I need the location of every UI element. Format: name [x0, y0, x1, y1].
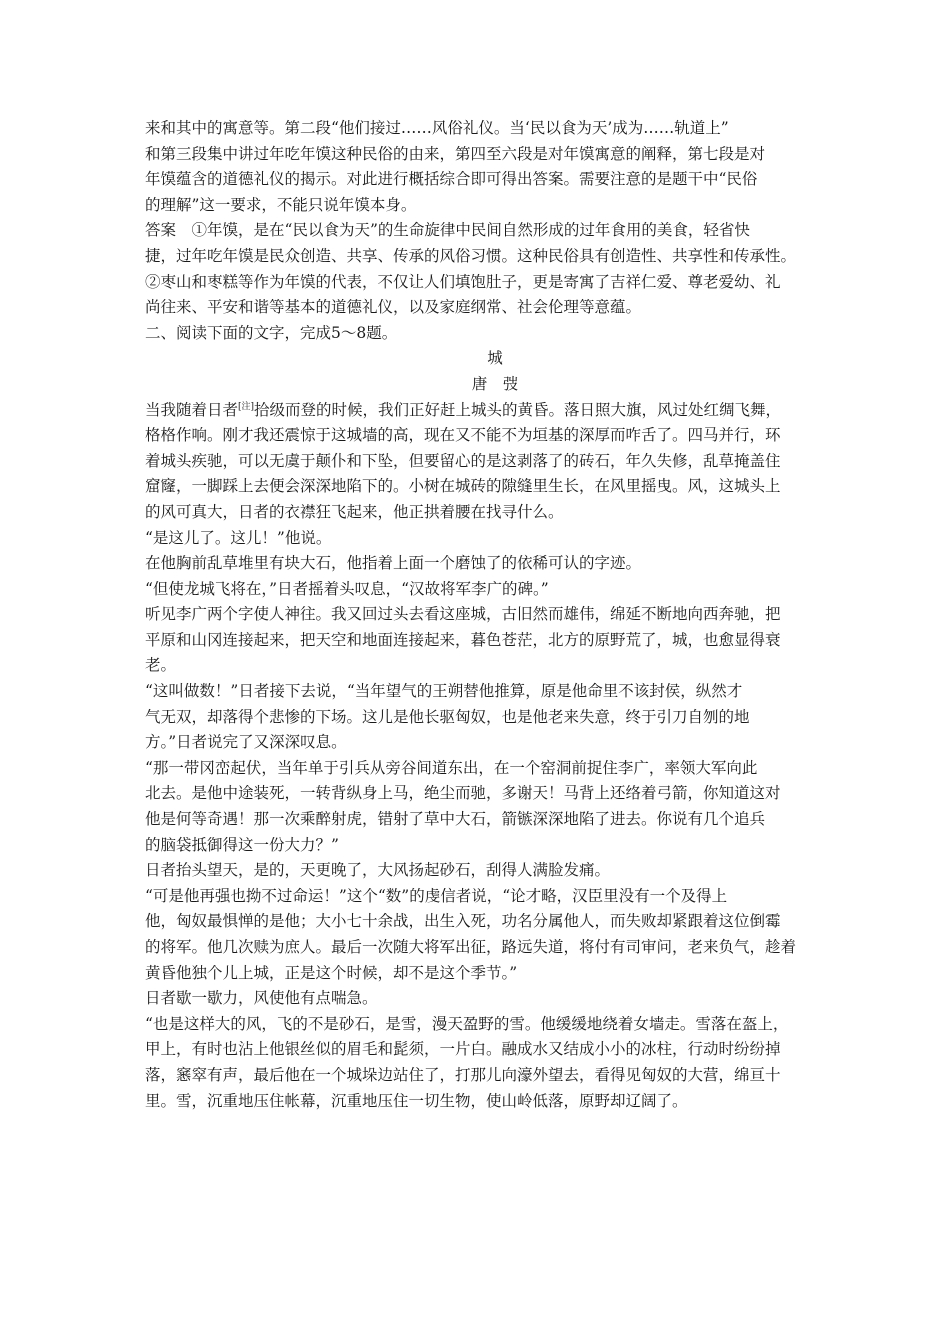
answer-line	[145, 218, 845, 244]
article-line: 的风可真大，日者的衣襟狂飞起来，他正拱着腰在找寻什么。	[145, 502, 564, 521]
article-line: “也是这样大的风，飞的不是砂石，是雪，漫天盈野的雪。他缓缓地绕着女墙走。雪落在盔上，	[145, 1014, 789, 1033]
article-line: 里。雪，沉重地压住帐幕，沉重地压住一切生物，使山岭低落，原野却辽阔了。	[145, 1091, 688, 1110]
analysis-line: 来和其中的寓意等。第二段“他们接过……风俗礼仪。当‘民以食为天’成为……轨道上”	[145, 119, 729, 137]
article-line: “那一带冈峦起伏，当年单于引兵从旁谷间道东出，在一个窑洞前捉住李广，率领大军向此	[145, 758, 758, 777]
article-line: 他是何等奇遇！那一次乘醉射虎，错射了草中大石，箭镞深深地陷了进去。你说有几个追兵	[145, 810, 766, 829]
answer-line: 尚往来、平安和谐等基本的道德礼仪，以及家庭纲常、社会伦理等意蕴。	[145, 298, 642, 317]
article-title: 城	[487, 349, 503, 368]
article-line: “可是他再强也拗不过命运！”这个“数”的虔信者说，“论才略，汉臣里没有一个及得上	[145, 886, 728, 905]
author-surname: 唐	[471, 374, 488, 393]
article-line: “但使龙城飞将在，”日者摇着头叹息，“汉故将军李广的碑。”	[145, 579, 549, 598]
article-line: 平原和山冈连接起来，把天空和地面连接起来，暮色苍茫，北方的原野荒了，城，也愈显得衰	[145, 630, 781, 649]
article-line: 的将军。他几次赎为庶人。最后一次随大将军出征，路远失道，将付有司审问，老来负气，趁着	[145, 938, 797, 956]
footnote-marker: [注]	[238, 401, 255, 412]
article-line: 黄昏他独个儿上城，正是这个时候，却不是这个季节。”	[145, 963, 518, 982]
article-line: 的脑袋抵御得这一份大力？”	[145, 835, 339, 854]
article-line: 日者抬头望天，是的，天更晚了，大风扬起砂石，刮得人满脸发痛。	[145, 861, 611, 880]
article-line: 他，匈奴最惧惮的是他；大小七十余战，出生入死，功名分属他人，而失败却紧跟着这位倒霉	[145, 912, 781, 931]
article-line: 方。”日者说完了又深深叹息。	[145, 733, 347, 752]
article-author	[145, 372, 845, 398]
document-page	[145, 116, 845, 1114]
analysis-line: 和第三段集中讲过年吃年馍这种民俗的由来，第四至六段是对年馍寓意的阐释，第七段是对	[145, 144, 766, 163]
section-heading: 二、阅读下面的文字，完成5～8题。	[145, 323, 398, 342]
article-text: 拾级而登的时候，我们正好赶上城头的黄昏。落日照大旗，风过处红绸飞舞，	[254, 400, 782, 419]
article-line: 着城头疾驰，可以无虞于颠仆和下坠，但要留心的是这剥落了的砖石，年久失修，乱草掩盖住	[145, 451, 781, 470]
article-line: 日者歇一歇力，风使他有点喘急。	[145, 989, 378, 1008]
article-line: “是这儿了。这儿！”他说。	[145, 528, 332, 547]
article-line: 在他胸前乱草堆里有块大石，他指着上面一个磨蚀了的依稀可认的字迹。	[145, 554, 642, 573]
article-text: 当我随着日者	[145, 400, 239, 419]
answer-line: 捷，过年吃年馍是民众创造、共享、传承的风俗习惯。这种民俗具有创造性、共享性和传承性。	[145, 246, 797, 265]
article-line: 听见李广两个字使人神往。我又回过头去看这座城，古旧然而雄伟，绵延不断地向西奔驰，把	[145, 605, 781, 624]
article-line	[145, 398, 845, 424]
article-line: 气无双，却落得个悲惨的下场。这儿是他长驱匈奴，也是他老来失意，终于引刀自刎的地	[145, 707, 750, 726]
article-line: 落，窸窣有声，最后他在一个城垛边站住了，打那儿向濠外望去，看得见匈奴的大营，绵亘十	[145, 1065, 781, 1084]
article-line: “这叫做数！”日者接下去说，“当年望气的王朔替他推算，原是他命里不该封侯，纵然才	[145, 682, 743, 701]
answer-text: ①年馍，是在“民以食为天”的生命旋律中民间自然形成的过年食用的美食，轻省快	[191, 221, 750, 240]
analysis-line: 的理解”这一要求，不能只说年馍本身。	[145, 195, 417, 214]
article-line: 北去。是他中途装死，一转背纵身上马，绝尘而驰，多谢天！马背上还络着弓箭，你知道这对	[145, 784, 781, 803]
article-line: 格格作响。刚才我还震惊于这城墙的高，现在又不能不为垣基的深厚而咋舌了。四马并行，环	[145, 426, 781, 445]
author-given-name: 弢	[502, 374, 519, 393]
answer-line: ②枣山和枣糕等作为年馍的代表，不仅让人们填饱肚子，更是寄寓了吉祥仁爱、尊老爱幼、礼	[145, 272, 781, 291]
article-line: 老。	[145, 656, 177, 675]
article-line: 窟窿，一脚踩上去便会深深地陷下的。小树在城砖的隙缝里生长，在风里摇曳。风，这城头上	[145, 477, 781, 496]
answer-label: 答案	[145, 221, 177, 240]
analysis-line: 年馍蕴含的道德礼仪的揭示。对此进行概括综合即可得出答案。需要注意的是题干中“民俗	[145, 170, 758, 189]
article-line: 甲上，有时也沾上他银丝似的眉毛和髭须，一片白。融成水又结成小小的冰柱，行动时纷纷掉	[145, 1040, 781, 1059]
